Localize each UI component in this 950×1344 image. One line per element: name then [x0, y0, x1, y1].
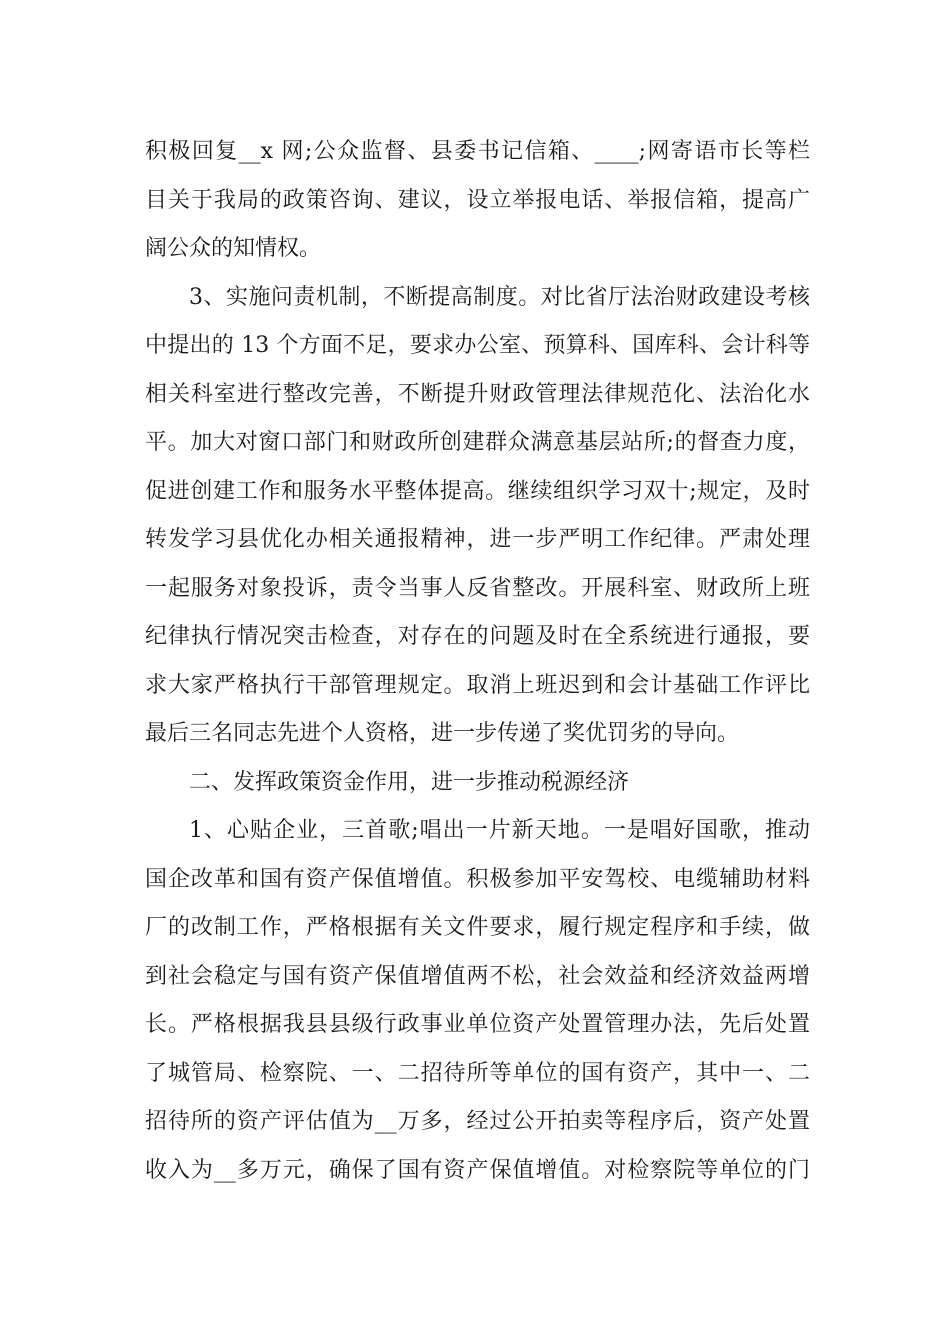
- text-line: 阔公众的知情权。: [145, 236, 322, 261]
- section-heading: 二、发挥政策资金作用，进一步推动税源经济: [189, 769, 630, 795]
- text-line: 到社会稳定与国有资产保值增值两不松，社会效益和经济效益两增: [145, 963, 810, 989]
- text-line: 相关科室进行整改完善，不断提升财政管理法律规范化、法治化水: [145, 381, 810, 407]
- text-line: 纪律执行情况突击检查，对存在的问题及时在全系统进行通报，要: [145, 624, 810, 649]
- text-line: 促进创建工作和服务水平整体提高。继续组织学习双十;规定，及时: [145, 478, 810, 504]
- text-line: 招待所的资产评估值为__万多，经过公开拍卖等程序后，资产处置: [145, 1109, 810, 1134]
- text-line: 厂的改制工作，严格根据有关文件要求，履行规定程序和手续，做: [145, 915, 810, 940]
- text-line: 1、心贴企业，三首歌;唱出一片新天地。一是唱好国歌，推动: [189, 818, 810, 843]
- text-line: 求大家严格执行干部管理规定。取消上班迟到和会计基础工作评比: [145, 672, 810, 698]
- text-line: 转发学习县优化办相关通报精神，进一步严明工作纪律。严肃处理: [145, 527, 810, 552]
- text-line: 国企改革和国有资产保值增值。积极参加平安驾校、电缆辅助材料: [145, 866, 810, 892]
- text-line: 长。严格根据我县县级行政事业单位资产处置管理办法，先后处置: [145, 1012, 810, 1037]
- text-line: 目关于我局的政策咨询、建议，设立举报电话、举报信箱，提高广: [145, 187, 810, 213]
- text-line: 平。加大对窗口部门和财政所创建群众满意基层站所;的督查力度，: [145, 430, 810, 455]
- text-line: 积极回复__x 网;公众监督、县委书记信箱、____;网寄语市长等栏: [145, 139, 810, 164]
- text-line: 最后三名同志先进个人资格，进一步传递了奖优罚劣的导向。: [145, 721, 740, 746]
- text-line: 3、实施问责机制，不断提高制度。对比省厅法治财政建设考核: [189, 284, 810, 310]
- text-line: 收入为__多万元，确保了国有资产保值增值。对检察院等单位的门: [145, 1157, 810, 1183]
- text-line: 一起服务对象投诉，责令当事人反省整改。开展科室、财政所上班: [145, 575, 810, 601]
- text-line: 了城管局、检察院、一、二招待所等单位的国有资产，其中一、二: [145, 1060, 810, 1086]
- text-line: 中提出的 13 个方面不足，要求办公室、预算科、国库科、会计科等: [145, 333, 810, 358]
- document-body: [145, 128, 810, 1195]
